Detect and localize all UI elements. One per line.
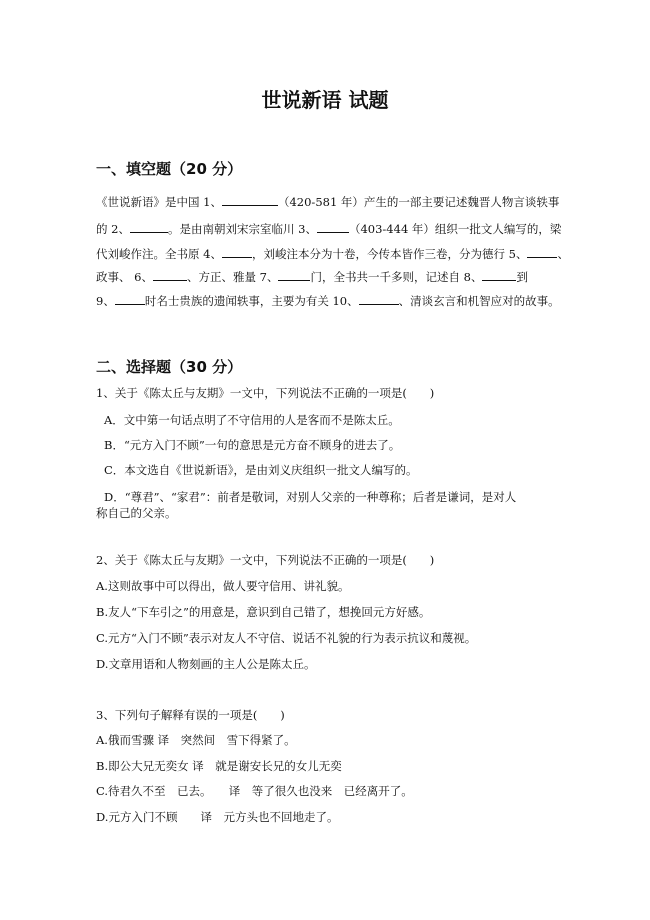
- section-heading-fill-blank: 一、填空题（20 分）: [96, 160, 243, 178]
- answer-blank-1: [222, 193, 278, 206]
- answer-blank-5: [527, 245, 557, 258]
- text-segment: 、清谈玄言和机智应对的故事。: [398, 294, 560, 308]
- text-segment: 。是由南朝刘宋宗室临川 3、: [167, 222, 317, 236]
- text-segment: 《世说新语》是中国 1、: [96, 195, 222, 209]
- answer-blank-3: [317, 220, 349, 233]
- question-2-option-a: A.这则故事中可以得出，做人要守信用、讲礼貌。: [96, 579, 350, 593]
- fill-blank-line-1: [96, 193, 559, 210]
- text-segment: ，刘峻注本分为十卷，今传本皆作三卷，分为德行 5、: [251, 247, 528, 261]
- text-segment: 门，全书共一千多则，记述自 8、: [310, 270, 483, 284]
- question-1-option-d: D．“尊君”、“家君”：前者是敬词，对别人父亲的一种尊称；后者是谦词，是对人: [104, 490, 517, 504]
- text-segment: 到: [516, 270, 528, 284]
- answer-blank-8: [482, 268, 516, 281]
- question-3-option-b: B.即公大兄无奕女 译 就是谢安长兄的女儿无奕: [96, 759, 342, 773]
- text-segment: 9、: [96, 294, 115, 308]
- answer-blank-10: [359, 292, 399, 305]
- answer-blank-7: [278, 268, 310, 281]
- text-segment: 时名士贵族的遗闻轶事，主要为有关 10、: [144, 294, 359, 308]
- text-segment: （420-581 年）产生的一部主要记述魏晋人物言谈轶事: [277, 195, 560, 209]
- answer-blank-4: [222, 245, 252, 258]
- question-2-option-c: C.元方“入门不顾”表示对友人不守信、说话不礼貌的行为表示抗议和蔑视。: [96, 631, 477, 645]
- question-3-option-a: A.俄而雪骤 译 突然间 雪下得紧了。: [96, 733, 296, 747]
- fill-blank-line-2: [96, 220, 561, 237]
- fill-blank-line-3: [96, 245, 569, 262]
- question-3-stem: 3、下列句子解释有误的一项是( ): [96, 708, 285, 722]
- text-segment: 的 2、: [96, 222, 130, 236]
- question-2-option-d: D.文章用语和人物刻画的主人公是陈太丘。: [96, 657, 316, 671]
- page-title: 世说新语 试题: [261, 88, 389, 112]
- text-segment: 政事、 6、: [96, 270, 153, 284]
- question-3-option-d: D.元方入门不顾 译 元方头也不回地走了。: [96, 810, 339, 824]
- question-1-option-d-continued: 称自己的父亲。: [96, 506, 177, 520]
- section-heading-multiple-choice: 二、选择题（30 分）: [96, 358, 243, 376]
- question-1-option-a: A．文中第一句话点明了不守信用的人是客而不是陈太丘。: [104, 413, 400, 427]
- question-1-option-b: B．“元方入门不顾”一句的意思是元方奋不顾身的进去了。: [104, 438, 401, 452]
- fill-blank-line-5: [96, 292, 560, 309]
- question-3-option-c: C.待君久不至 已去。 译 等了很久也没来 已经离开了。: [96, 784, 413, 798]
- question-2-option-b: B.友人“下车引之”的用意是，意识到自己错了，想挽回元方好感。: [96, 605, 431, 619]
- text-segment: （403-444 年）组织一批文人编写的，梁: [348, 222, 562, 236]
- text-segment: 、方正、雅量 7、: [186, 270, 279, 284]
- answer-blank-9: [115, 292, 145, 305]
- fill-blank-line-4: [96, 268, 528, 285]
- text-segment: 代刘峻作注。全书原 4、: [96, 247, 222, 261]
- text-segment: 、: [557, 247, 569, 261]
- question-2-stem: 2、关于《陈太丘与友期》一文中，下列说法不正确的一项是( ): [96, 553, 435, 567]
- answer-blank-2: [130, 220, 168, 233]
- answer-blank-6: [153, 268, 187, 281]
- question-1-option-c: C．本文选自《世说新语》，是由刘义庆组织一批文人编写的。: [104, 463, 418, 477]
- question-1-stem: 1、关于《陈太丘与友期》一文中，下列说法不正确的一项是( ): [96, 386, 435, 400]
